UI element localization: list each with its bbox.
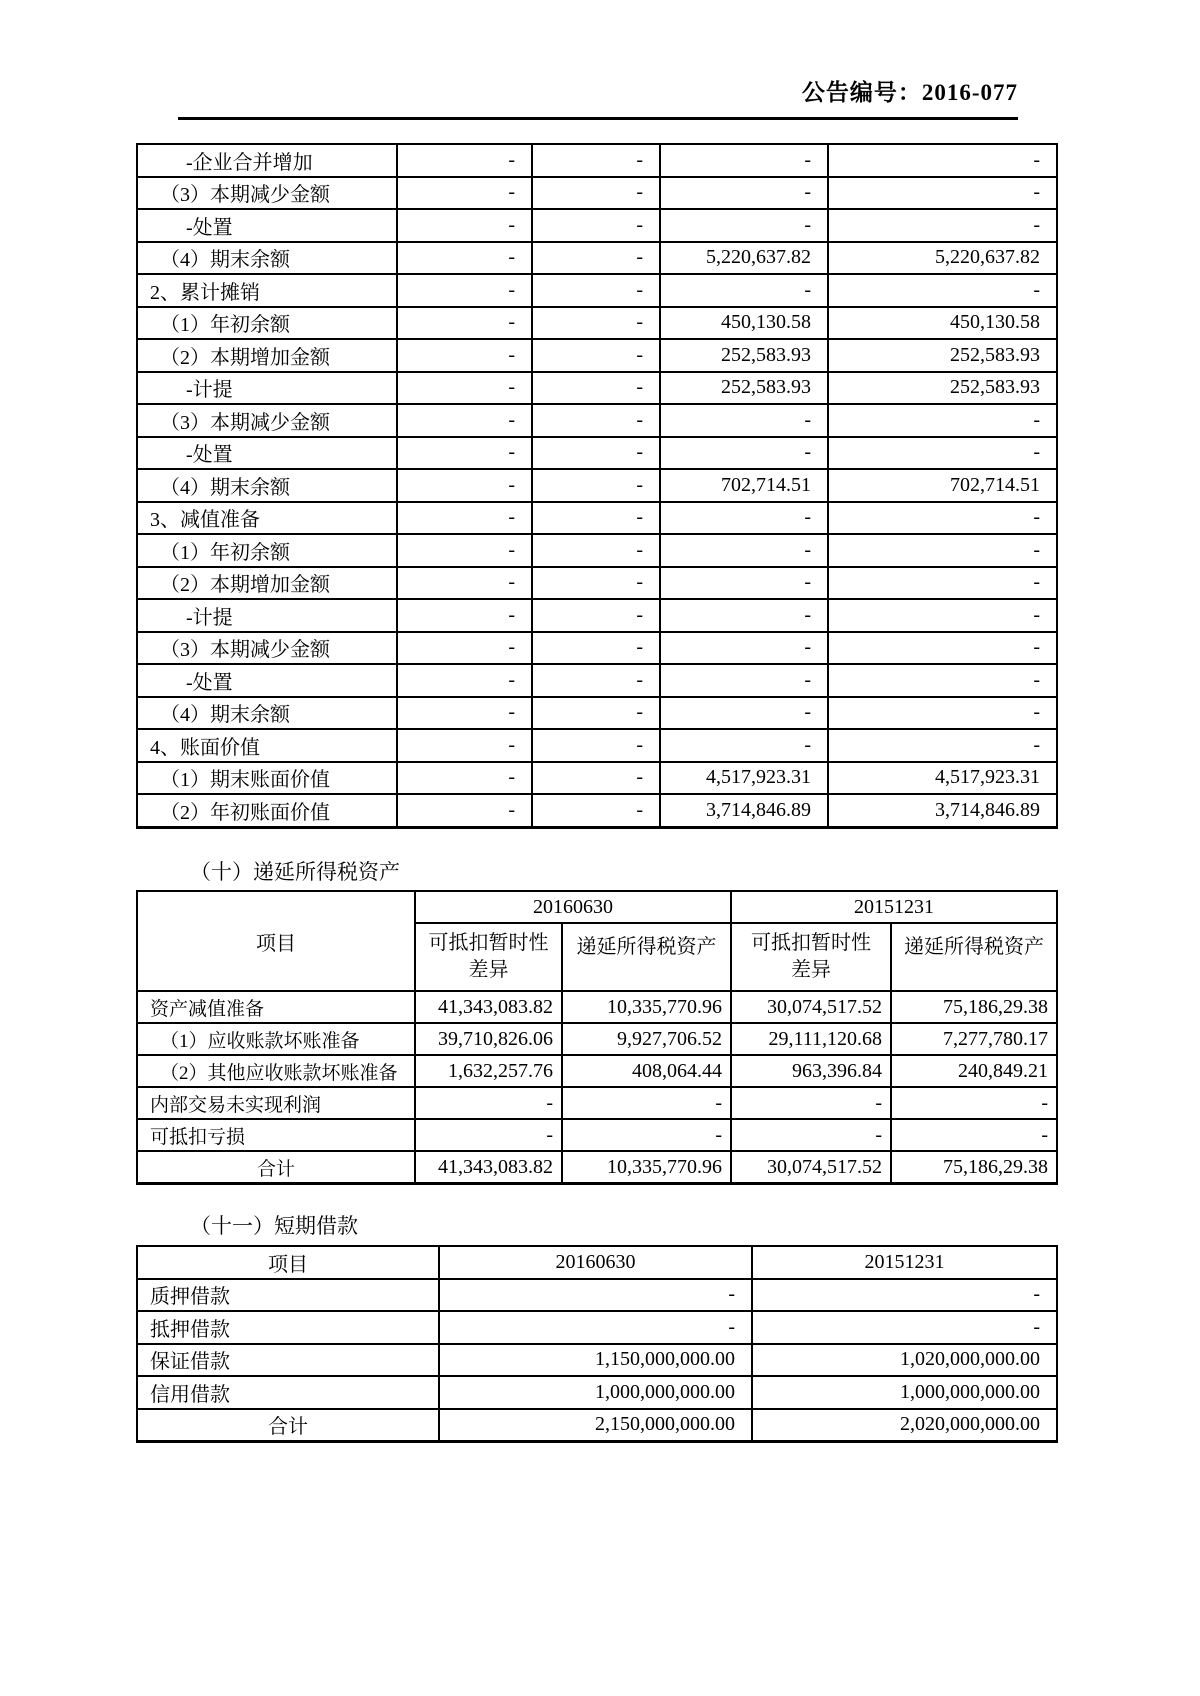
column-header-item: 项目 bbox=[137, 891, 415, 991]
column-header-period-20160630: 20160630 bbox=[415, 891, 731, 923]
column-header-deductible-difference bbox=[415, 923, 562, 991]
cell-value: 7,277,780.17 bbox=[891, 1023, 1057, 1055]
column-header-item: 项目 bbox=[137, 1246, 439, 1279]
cell-value: - bbox=[828, 177, 1057, 210]
cell-value: - bbox=[397, 534, 532, 567]
cell-value: - bbox=[397, 664, 532, 697]
cell-value: - bbox=[439, 1279, 752, 1312]
cell-value: - bbox=[532, 664, 660, 697]
cell-value: - bbox=[752, 1311, 1057, 1344]
cell-value: 10,335,770.96 bbox=[562, 991, 731, 1023]
row-label: -计提 bbox=[137, 599, 397, 632]
cell-value: - bbox=[415, 1087, 562, 1119]
cell-value: - bbox=[532, 729, 660, 762]
table-row bbox=[137, 762, 1057, 795]
cell-value: - bbox=[532, 372, 660, 405]
cell-value: - bbox=[660, 729, 828, 762]
row-label: 可抵扣亏损 bbox=[137, 1119, 415, 1151]
cell-value: - bbox=[532, 274, 660, 307]
row-label: -处置 bbox=[137, 209, 397, 242]
cell-value: - bbox=[532, 437, 660, 470]
cell-value: - bbox=[660, 534, 828, 567]
cell-value: - bbox=[828, 534, 1057, 567]
intangible-assets-continuation-table bbox=[136, 143, 1058, 829]
cell-value: - bbox=[828, 599, 1057, 632]
cell-value: 4,517,923.31 bbox=[828, 762, 1057, 795]
cell-value: - bbox=[828, 274, 1057, 307]
table-row bbox=[137, 242, 1057, 275]
cell-value: - bbox=[532, 567, 660, 600]
cell-value: - bbox=[562, 1087, 731, 1119]
cell-value: 1,000,000,000.00 bbox=[439, 1376, 752, 1409]
cell-value: - bbox=[660, 274, 828, 307]
row-label: （1）年初余额 bbox=[137, 534, 397, 567]
cell-value: - bbox=[397, 307, 532, 340]
announcement-number: 公告编号：2016-077 bbox=[801, 80, 1018, 105]
table-row bbox=[137, 177, 1057, 210]
row-label: 资产减值准备 bbox=[137, 991, 415, 1023]
cell-value: 1,150,000,000.00 bbox=[439, 1344, 752, 1377]
row-label: 信用借款 bbox=[137, 1376, 439, 1409]
table-row bbox=[137, 697, 1057, 730]
row-label: 保证借款 bbox=[137, 1344, 439, 1377]
cell-value: 450,130.58 bbox=[828, 307, 1057, 340]
cell-value: - bbox=[828, 502, 1057, 535]
row-label: -企业合并增加 bbox=[137, 144, 397, 177]
table-row bbox=[137, 404, 1057, 437]
cell-value: - bbox=[397, 794, 532, 827]
table-row bbox=[137, 1376, 1057, 1409]
cell-value: - bbox=[397, 209, 532, 242]
cell-value: 702,714.51 bbox=[828, 469, 1057, 502]
row-label: （3）本期减少金额 bbox=[137, 632, 397, 665]
cell-value: - bbox=[397, 469, 532, 502]
table-row bbox=[137, 1119, 1057, 1151]
cell-value: - bbox=[397, 729, 532, 762]
table-row bbox=[137, 1311, 1057, 1344]
section-title-short-term-borrowings: （十一）短期借款 bbox=[190, 1214, 358, 1238]
cell-value: 252,583.93 bbox=[660, 339, 828, 372]
cell-value: - bbox=[532, 762, 660, 795]
cell-value: - bbox=[828, 632, 1057, 665]
row-label: （1）年初余额 bbox=[137, 307, 397, 340]
cell-value: - bbox=[532, 697, 660, 730]
cell-value: 1,632,257.76 bbox=[415, 1055, 562, 1087]
cell-value: - bbox=[397, 144, 532, 177]
cell-value: - bbox=[532, 339, 660, 372]
cell-value: - bbox=[731, 1119, 891, 1151]
table-row bbox=[137, 307, 1057, 340]
cell-value: - bbox=[828, 404, 1057, 437]
cell-value: - bbox=[891, 1087, 1057, 1119]
cell-value: - bbox=[660, 144, 828, 177]
table-row bbox=[137, 599, 1057, 632]
short-term-borrowings-table bbox=[136, 1245, 1058, 1443]
row-label: （1）应收账款坏账准备 bbox=[137, 1023, 415, 1055]
table-row bbox=[137, 664, 1057, 697]
cell-value: - bbox=[752, 1279, 1057, 1312]
cell-value: - bbox=[828, 209, 1057, 242]
cell-value: - bbox=[891, 1119, 1057, 1151]
cell-value: - bbox=[660, 437, 828, 470]
cell-value: - bbox=[660, 502, 828, 535]
cell-value: - bbox=[397, 404, 532, 437]
cell-value: 963,396.84 bbox=[731, 1055, 891, 1087]
table-header-row bbox=[137, 891, 1057, 923]
cell-value: - bbox=[828, 567, 1057, 600]
cell-value: 3,714,846.89 bbox=[828, 794, 1057, 827]
column-header-deferred-tax-asset: 递延所得税资产 bbox=[562, 923, 731, 991]
borrowings-table-header bbox=[137, 1246, 1057, 1279]
deferred-tax-assets-table bbox=[136, 890, 1058, 1185]
table-row bbox=[137, 372, 1057, 405]
table-row bbox=[137, 1409, 1057, 1442]
cell-value: - bbox=[532, 307, 660, 340]
table-row bbox=[137, 339, 1057, 372]
column-header-period-20160630: 20160630 bbox=[439, 1246, 752, 1279]
cell-value: 29,111,120.68 bbox=[731, 1023, 891, 1055]
cell-value: - bbox=[532, 144, 660, 177]
deferred-tax-table-header bbox=[137, 891, 1057, 991]
cell-value: 4,517,923.31 bbox=[660, 762, 828, 795]
cell-value: - bbox=[532, 177, 660, 210]
cell-value: 5,220,637.82 bbox=[660, 242, 828, 275]
cell-value: - bbox=[397, 437, 532, 470]
cell-value: - bbox=[397, 502, 532, 535]
cell-value: 2,020,000,000.00 bbox=[752, 1409, 1057, 1442]
table-row bbox=[137, 502, 1057, 535]
cell-value: - bbox=[660, 664, 828, 697]
cell-value: 240,849.21 bbox=[891, 1055, 1057, 1087]
cell-value: - bbox=[828, 437, 1057, 470]
table-row bbox=[137, 1087, 1057, 1119]
cell-value: - bbox=[660, 632, 828, 665]
cell-value: 408,064.44 bbox=[562, 1055, 731, 1087]
cell-value: 252,583.93 bbox=[660, 372, 828, 405]
cell-value: 2,150,000,000.00 bbox=[439, 1409, 752, 1442]
row-label: 3、减值准备 bbox=[137, 502, 397, 535]
cell-value: 450,130.58 bbox=[660, 307, 828, 340]
cell-value: - bbox=[397, 567, 532, 600]
cell-value: 10,335,770.96 bbox=[562, 1151, 731, 1184]
cell-value: - bbox=[439, 1311, 752, 1344]
row-label: （3）本期减少金额 bbox=[137, 177, 397, 210]
row-label: 2、累计摊销 bbox=[137, 274, 397, 307]
table-row bbox=[137, 144, 1057, 177]
row-label: -处置 bbox=[137, 664, 397, 697]
column-header-deductible-text: 可抵扣暂时性差异 bbox=[751, 932, 871, 981]
cell-value: 30,074,517.52 bbox=[731, 1151, 891, 1184]
row-label: 质押借款 bbox=[137, 1279, 439, 1312]
row-label: （2）本期增加金额 bbox=[137, 339, 397, 372]
cell-value: 252,583.93 bbox=[828, 339, 1057, 372]
column-header-period-20151231: 20151231 bbox=[731, 891, 1057, 923]
row-label: 4、账面价值 bbox=[137, 729, 397, 762]
row-label: 内部交易未实现利润 bbox=[137, 1087, 415, 1119]
cell-value: 75,186,29.38 bbox=[891, 991, 1057, 1023]
table-row bbox=[137, 209, 1057, 242]
cell-value: - bbox=[532, 794, 660, 827]
cell-value: 1,020,000,000.00 bbox=[752, 1344, 1057, 1377]
column-header-period-20151231: 20151231 bbox=[752, 1246, 1057, 1279]
cell-value: - bbox=[397, 762, 532, 795]
cell-value: - bbox=[828, 664, 1057, 697]
cell-value: 39,710,826.06 bbox=[415, 1023, 562, 1055]
table-row bbox=[137, 991, 1057, 1023]
cell-value: - bbox=[415, 1119, 562, 1151]
cell-value: - bbox=[660, 697, 828, 730]
cell-value: - bbox=[397, 339, 532, 372]
cell-value: - bbox=[562, 1119, 731, 1151]
cell-value: - bbox=[660, 599, 828, 632]
row-label: 抵押借款 bbox=[137, 1311, 439, 1344]
table-row bbox=[137, 274, 1057, 307]
table-header-row bbox=[137, 1246, 1057, 1279]
table-row bbox=[137, 1023, 1057, 1055]
cell-value: - bbox=[397, 632, 532, 665]
cell-value: 41,343,083.82 bbox=[415, 991, 562, 1023]
table-row bbox=[137, 632, 1057, 665]
cell-value: - bbox=[532, 242, 660, 275]
cell-value: - bbox=[828, 144, 1057, 177]
cell-value: - bbox=[532, 599, 660, 632]
table-row bbox=[137, 469, 1057, 502]
header-rule bbox=[178, 117, 1018, 120]
row-label: （4）期末余额 bbox=[137, 697, 397, 730]
cell-value: 9,927,706.52 bbox=[562, 1023, 731, 1055]
row-label: （2）本期增加金额 bbox=[137, 567, 397, 600]
cell-value: - bbox=[532, 534, 660, 567]
table-row bbox=[137, 534, 1057, 567]
cell-value: 5,220,637.82 bbox=[828, 242, 1057, 275]
cell-value: - bbox=[397, 242, 532, 275]
cell-value: - bbox=[660, 177, 828, 210]
column-header-deductible-difference bbox=[731, 923, 891, 991]
row-label: （3）本期减少金额 bbox=[137, 404, 397, 437]
cell-value: - bbox=[660, 404, 828, 437]
cell-value: - bbox=[532, 209, 660, 242]
row-label: （2）年初账面价值 bbox=[137, 794, 397, 827]
cell-value: 1,000,000,000.00 bbox=[752, 1376, 1057, 1409]
cell-value: - bbox=[532, 469, 660, 502]
cell-value: 30,074,517.52 bbox=[731, 991, 891, 1023]
column-header-deductible-text: 可抵扣暂时性差异 bbox=[428, 932, 549, 981]
table-row bbox=[137, 1055, 1057, 1087]
cell-value: - bbox=[532, 632, 660, 665]
table-row bbox=[137, 794, 1057, 827]
table-row bbox=[137, 1344, 1057, 1377]
table-row bbox=[137, 437, 1057, 470]
cell-value: - bbox=[731, 1087, 891, 1119]
row-label: -计提 bbox=[137, 372, 397, 405]
table-row bbox=[137, 567, 1057, 600]
cell-value: - bbox=[660, 209, 828, 242]
cell-value: - bbox=[532, 404, 660, 437]
row-label: （4）期末余额 bbox=[137, 469, 397, 502]
cell-value: - bbox=[397, 177, 532, 210]
cell-value: 41,343,083.82 bbox=[415, 1151, 562, 1184]
row-label: 合计 bbox=[137, 1409, 439, 1442]
cell-value: - bbox=[397, 274, 532, 307]
row-label: （1）期末账面价值 bbox=[137, 762, 397, 795]
cell-value: - bbox=[397, 372, 532, 405]
table-row bbox=[137, 1151, 1057, 1184]
row-label: （2）其他应收账款坏账准备 bbox=[137, 1055, 415, 1087]
cell-value: - bbox=[532, 502, 660, 535]
table-row bbox=[137, 1279, 1057, 1312]
row-label: （4）期末余额 bbox=[137, 242, 397, 275]
row-label: -处置 bbox=[137, 437, 397, 470]
cell-value: 75,186,29.38 bbox=[891, 1151, 1057, 1184]
row-label: 合计 bbox=[137, 1151, 415, 1184]
cell-value: 702,714.51 bbox=[660, 469, 828, 502]
cell-value: - bbox=[397, 697, 532, 730]
cell-value: - bbox=[828, 729, 1057, 762]
cell-value: 3,714,846.89 bbox=[660, 794, 828, 827]
cell-value: - bbox=[828, 697, 1057, 730]
section-title-deferred-tax-assets: （十）递延所得税资产 bbox=[190, 860, 400, 884]
cell-value: - bbox=[397, 599, 532, 632]
table-row bbox=[137, 729, 1057, 762]
cell-value: 252,583.93 bbox=[828, 372, 1057, 405]
column-header-deferred-tax-asset: 递延所得税资产 bbox=[891, 923, 1057, 991]
cell-value: - bbox=[660, 567, 828, 600]
